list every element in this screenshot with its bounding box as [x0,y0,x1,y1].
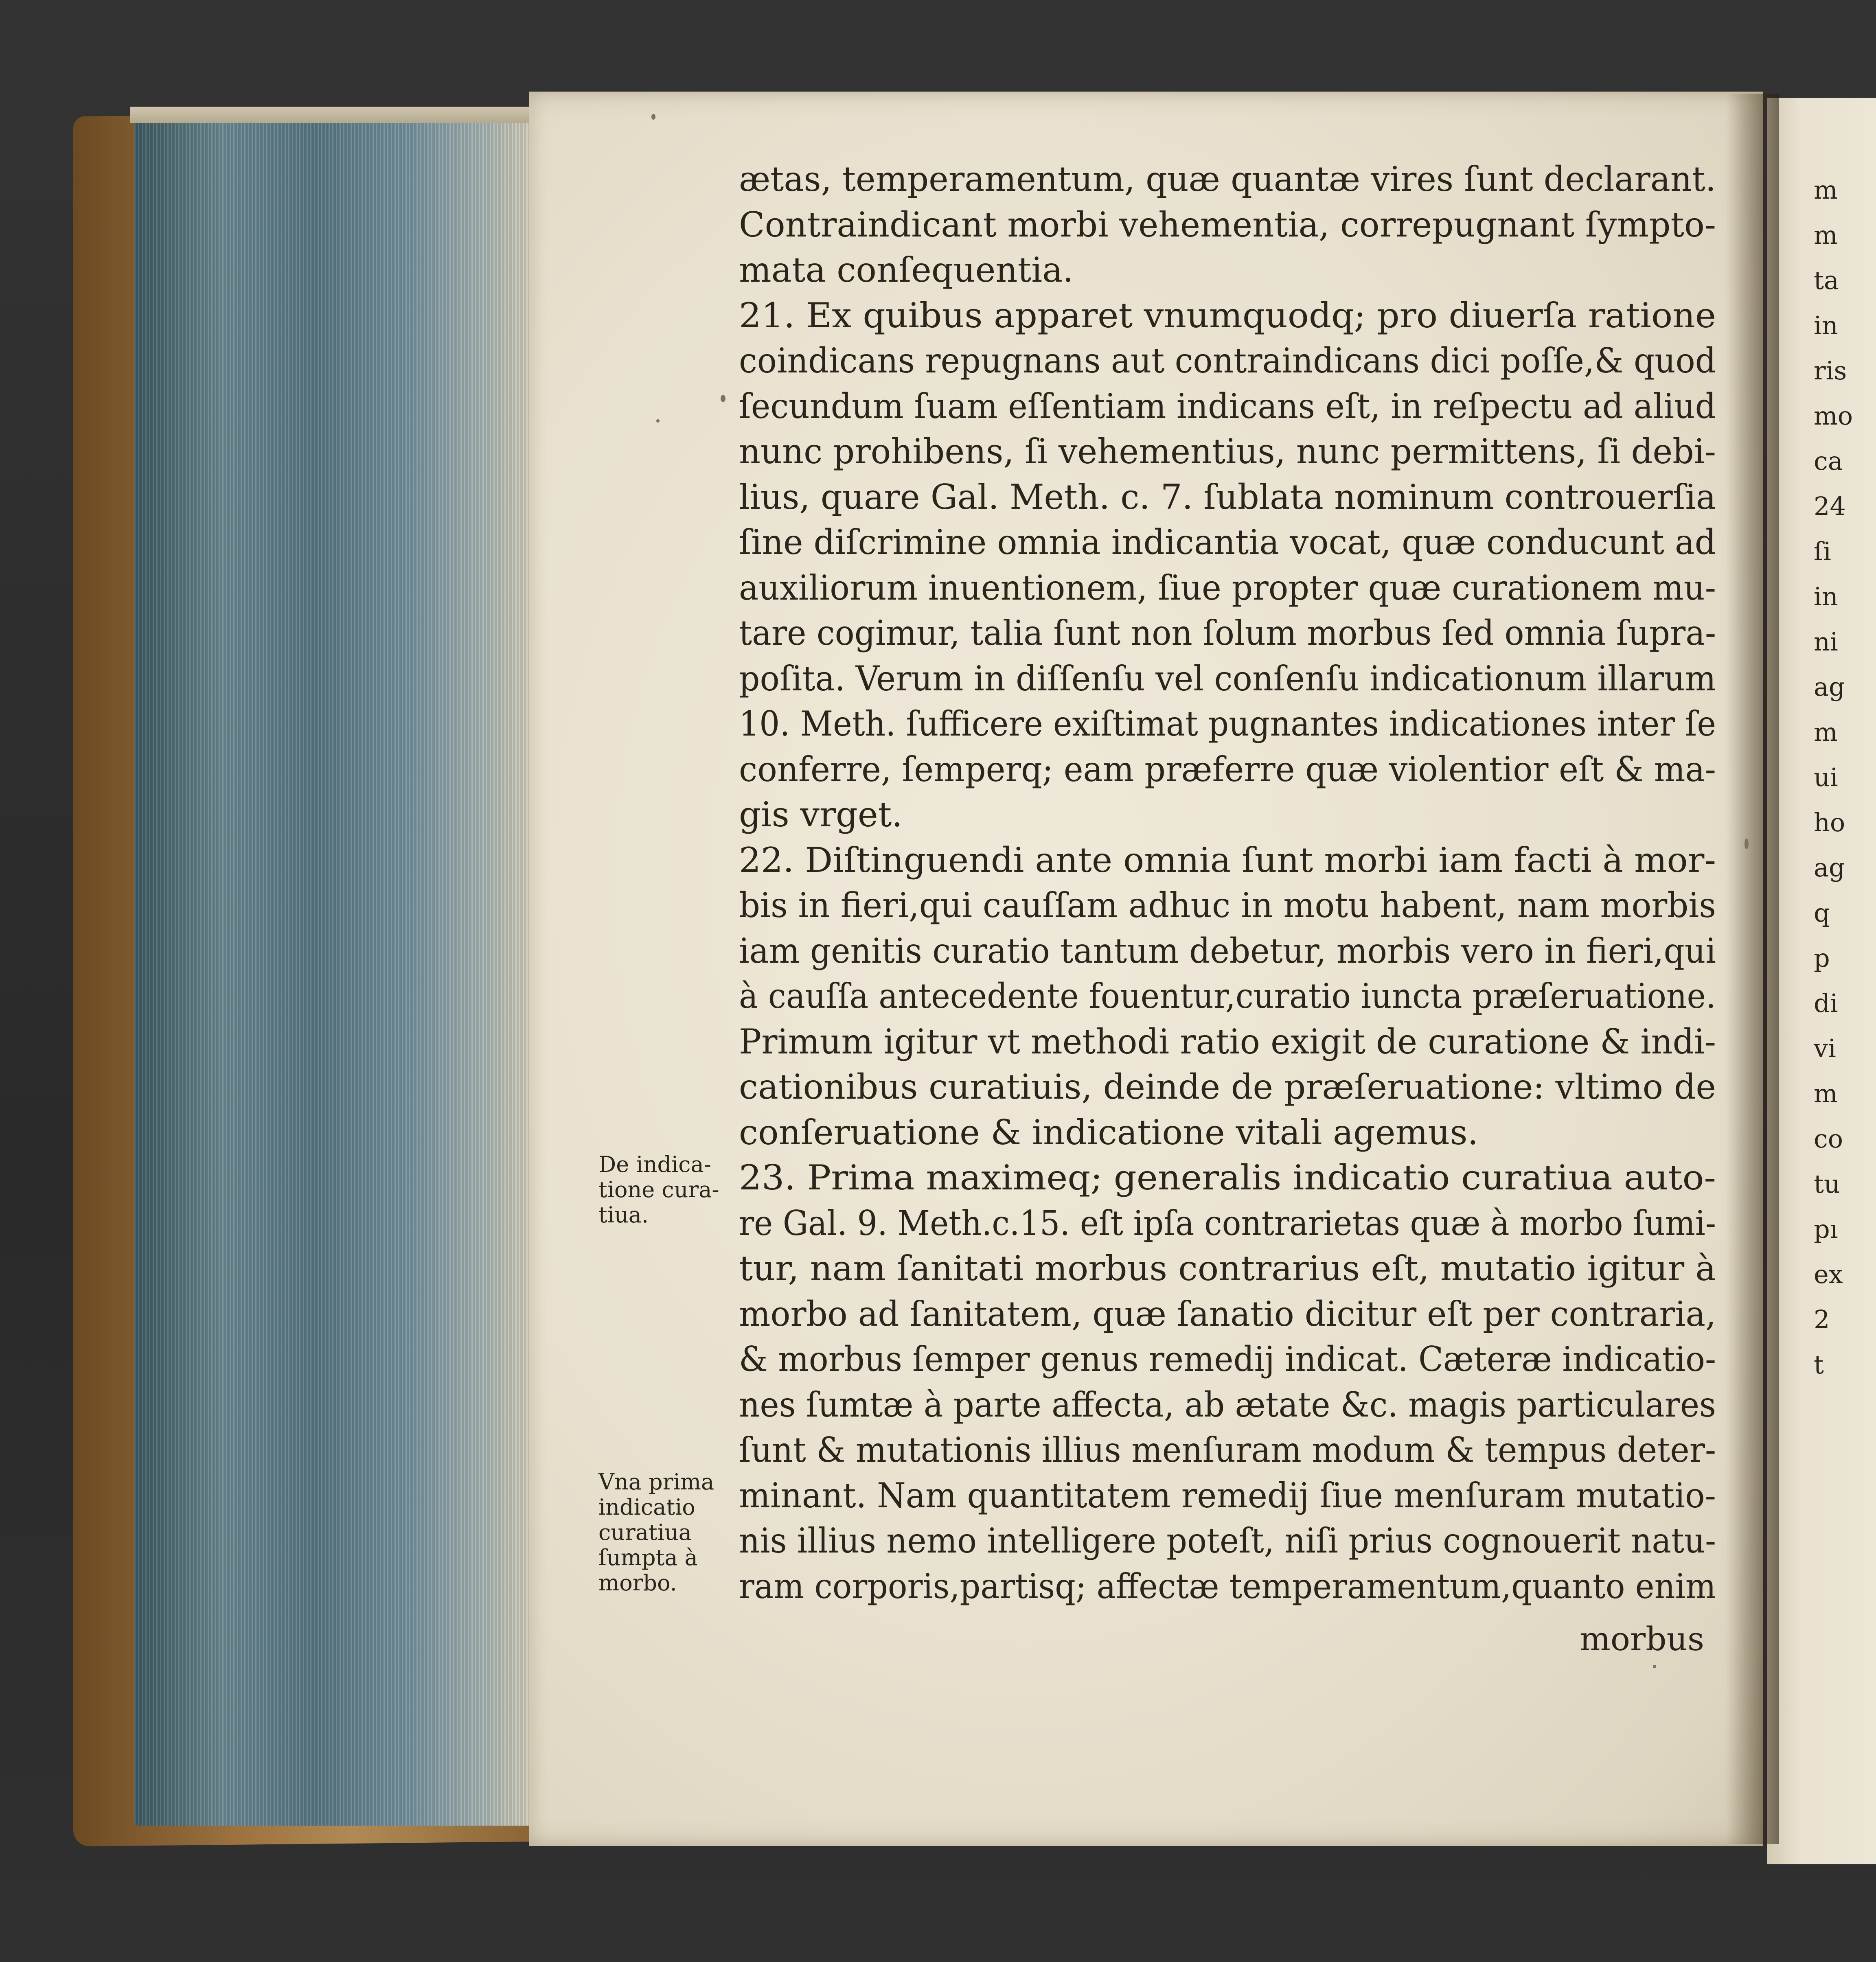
body-text [739,157,1716,1609]
text-line: 10. Meth. ſufficere exiſtimat pugnantes indicationes inter ſe [739,704,1716,744]
text-line: lius, quare Gal. Meth. c. 7. ſublata nominum controuerſia [739,477,1716,517]
catchword: morbus [1580,1620,1705,1658]
text-line: poſita. Verum in diſſenſu vel conſenſu indicationum illarum [739,658,1716,699]
text-line: coindicans repugnans aut contraindicans dici poſſe,& quod [739,341,1716,381]
text-line: 21. Ex quibus apparet vnumquodq; pro diuerſa ratione [739,295,1716,335]
speck [656,419,660,423]
text-line: ætas, temperamentum, quæ quantæ vires ſunt declarant. [739,159,1716,199]
text-line: gis vrget. [739,795,903,834]
facing-page-fragment: ui [1814,762,1838,792]
facing-page-fragment: ſi [1814,536,1831,566]
page-edges [134,112,533,1826]
text-line: mata conſequentia. [739,250,1074,290]
text-line: re Gal. 9. Meth.c.15. eſt ipſa contrarietas quæ à morbo ſumi- [739,1203,1716,1243]
margin-note-vna-prima [598,1469,721,1596]
text-line: 23. Prima maximeq; generalis indicatio curatiua auto- [739,1158,1716,1198]
facing-page-fragment: ho [1814,808,1845,837]
text-line: nis illius nemo intelligere poteſt, niſi prius cognouerit natu- [739,1521,1716,1561]
speck [1653,1665,1656,1668]
facing-page-fragment: 2 [1814,1305,1830,1334]
margin-note-indicatione [598,1152,721,1228]
margin-note-line: indicatio [598,1494,695,1520]
facing-page-fragment: ta [1814,265,1839,295]
speck [1745,839,1749,849]
text-line: Primum igitur vt methodi ratio exigit de curatione & indi- [739,1021,1716,1062]
text-line: & morbus ſemper genus remedij indicat. Cæteræ indicatio- [739,1339,1716,1379]
facing-page-fragment: 24 [1814,491,1846,521]
margin-note-line: tione cura- [598,1177,719,1202]
facing-page-fragment: q [1814,898,1830,928]
text-line: bis in fieri,qui cauſſam adhuc in motu habent, nam morbis [739,885,1716,925]
text-line: auxiliorum inuentionem, ſiue propter quæ curationem mu- [739,567,1716,608]
facing-page-fragment: m [1814,717,1838,747]
facing-page-fragment: m [1814,175,1838,205]
speck [651,114,655,120]
margin-note-line: ſumpta à [598,1545,698,1570]
facing-page-fragment: ni [1814,627,1838,657]
text-line: iam genitis curatio tantum debetur, morbis vero in fieri,qui [739,931,1716,971]
facing-page-fragment: tu [1814,1169,1840,1199]
text-line: tur, nam ſanitati morbus contrarius eſt, mutatio igitur à [739,1248,1716,1288]
margin-note-line: tiua. [598,1202,649,1228]
facing-page-fragment: di [1814,988,1838,1018]
text-line: ram corporis,partisq; affectæ temperamentum,quanto enim [739,1566,1716,1606]
facing-page-fragment: p [1814,943,1830,973]
text-line: nunc prohibens, ſi vehementius, nunc permittens, ſi debi- [739,431,1716,471]
text-line: minant. Nam quantitatem remedij ſiue menſuram mutatio- [739,1475,1716,1515]
facing-page-fragment: ag [1814,672,1845,702]
facing-page-fragment: co [1814,1124,1843,1154]
facing-page-fragment: m [1814,1079,1838,1108]
text-line: à cauſſa antecedente fouentur,curatio iuncta præſeruatione. [739,976,1716,1016]
gutter-shadow [1726,94,1779,1844]
text-line: Contraindicant morbi vehementia, correpugnant ſympto- [739,204,1716,245]
facing-page-fragment: ag [1814,853,1845,882]
text-line: ſunt & mutationis illius menſuram modum & tempus deter- [739,1430,1716,1470]
margin-note-line: Vna prima [598,1469,714,1495]
text-line: 22. Diſtinguendi ante omnia ſunt morbi iam facti à mor- [739,840,1716,880]
facing-page-fragment: ex [1814,1259,1843,1289]
facing-page-fragment: in [1814,582,1838,611]
text-line: cationibus curatiuis, deinde de præſeruatione: vltimo de [739,1067,1716,1107]
margin-note-line: curatiua [598,1520,692,1545]
text-line: ſine diſcrimine omnia indicantia vocat, quæ conducunt ad [739,522,1716,562]
text-line: ſecundum ſuam eſſentiam indicans eſt, in reſpectu ad aliud [739,386,1716,426]
facing-page-fragment: in [1814,311,1838,340]
facing-page-fragment: ca [1814,446,1843,476]
facing-page-fragment: ris [1814,356,1847,385]
text-line: conſeruatione & indicatione vitali agemus. [739,1112,1479,1152]
speck [721,395,725,402]
facing-page-fragment: mo [1814,401,1853,431]
facing-page-fragment: m [1814,220,1838,250]
text-line: tare cogimur, talia ſunt non ſolum morbus ſed omnia ſupra- [739,613,1716,653]
text-line: nes ſumtæ à parte affecta, ab ætate &c. magis particulares [739,1384,1716,1425]
text-line: morbo ad ſanitatem, quæ ſanatio dicitur eſt per contraria, [739,1294,1716,1334]
facing-page-fragment: pı [1814,1214,1838,1244]
facing-page-fragment: vi [1814,1034,1836,1063]
margin-note-line: morbo. [598,1570,677,1596]
page-edges-top [130,107,533,123]
facing-page-fragment: t [1814,1350,1824,1380]
margin-note-line: De indica- [598,1152,711,1177]
text-line: conferre, ſemperq; eam præferre quæ violentior eſt & ma- [739,749,1716,789]
